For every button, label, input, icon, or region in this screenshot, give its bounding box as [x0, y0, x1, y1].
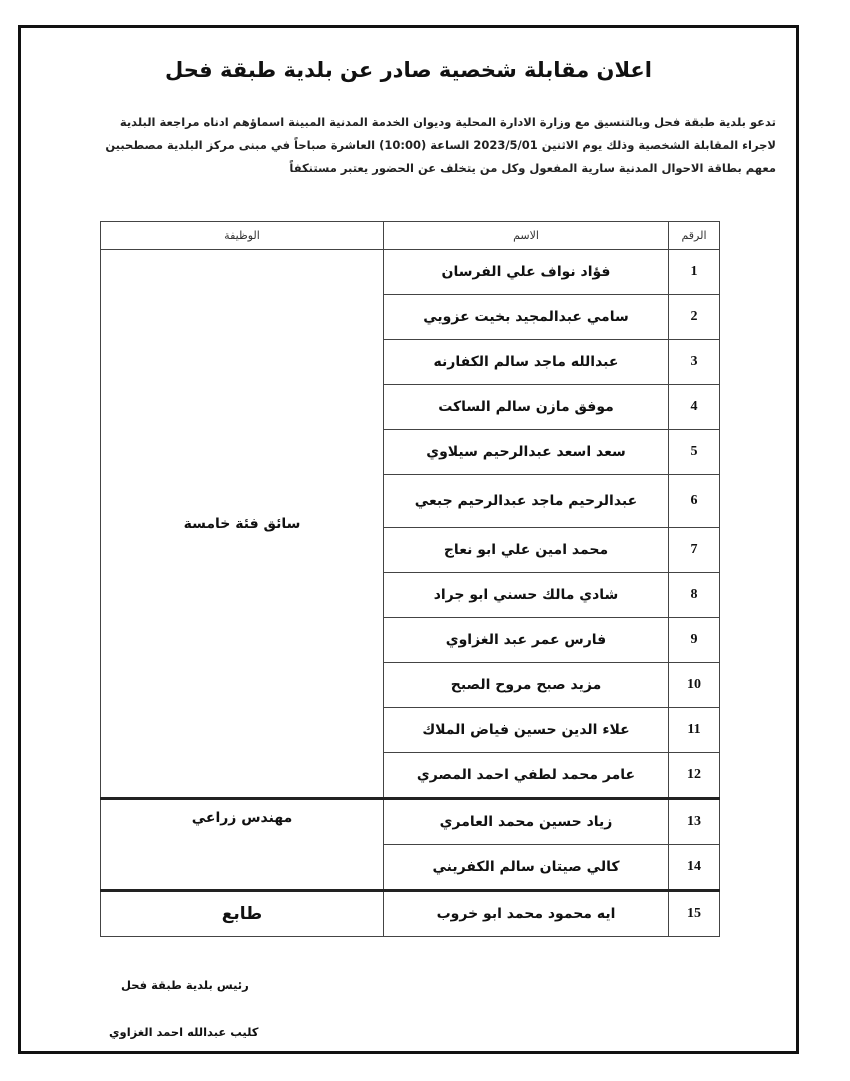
row-number: 5	[669, 430, 720, 475]
row-name: عبدالرحيم ماجد عبدالرحيم جبعي	[384, 475, 669, 528]
row-name: موفق مازن سالم الساكت	[384, 385, 669, 430]
row-name: ايه محمود محمد ابو خروب	[384, 891, 669, 937]
row-name: عامر محمد لطفي احمد المصري	[384, 753, 669, 799]
row-number: 6	[669, 475, 720, 528]
row-name: علاء الدين حسين فياض الملاك	[384, 708, 669, 753]
header-number: الرقم	[669, 222, 720, 250]
document-title: اعلان مقابلة شخصية صادر عن بلدية طبقة فحل	[165, 58, 652, 82]
row-name: شادي مالك حسني ابو جراد	[384, 573, 669, 618]
row-number: 3	[669, 340, 720, 385]
signature-position: رئيس بلدية طبقة فحل	[121, 978, 249, 992]
row-number: 12	[669, 753, 720, 799]
row-number: 8	[669, 573, 720, 618]
row-name: سعد اسعد عبدالرحيم سيلاوي	[384, 430, 669, 475]
row-number: 15	[669, 891, 720, 937]
row-number: 2	[669, 295, 720, 340]
row-number: 1	[669, 250, 720, 295]
header-job: الوظيفة	[101, 222, 384, 250]
document-frame	[18, 25, 799, 1054]
row-name: سامي عبدالمجيد بخيت عزويي	[384, 295, 669, 340]
row-name: فؤاد نواف علي الفرسان	[384, 250, 669, 295]
row-name: عبدالله ماجد سالم الكفارنه	[384, 340, 669, 385]
row-number: 10	[669, 663, 720, 708]
row-name: زياد حسين محمد العامري	[384, 799, 669, 845]
row-number: 14	[669, 845, 720, 891]
row-job: مهندس زراعي	[101, 799, 384, 891]
row-number: 7	[669, 528, 720, 573]
row-number: 11	[669, 708, 720, 753]
row-name: مزيد صبح مروح الصبح	[384, 663, 669, 708]
row-number: 9	[669, 618, 720, 663]
row-job: سائق فئة خامسة	[101, 250, 384, 799]
row-job: طابع	[101, 891, 384, 937]
row-name: فارس عمر عبد الغزاوي	[384, 618, 669, 663]
header-name: الاسم	[384, 222, 669, 250]
intro-paragraph: تدعو بلدية طبقة فحل وبالتنسيق مع وزارة الادارة المحلية وديوان الخدمة المدنية المبينة اسماؤهم ادناه مراجعة البلدية لاجراء المقابلة الشخصية وذلك يوم الاثنين 2023/5/01 الساعة (10:00) العاشرة صباحاً في مبنى مركز البلدية مصطحبين معهم بطاقة الاحوال المدنية سارية المفعول وكل من يتخلف عن الحضور يعتبر مستنكفاً	[105, 115, 776, 175]
candidates-table	[100, 221, 720, 937]
table-row	[101, 799, 720, 845]
row-number: 13	[669, 799, 720, 845]
table-header-row	[101, 222, 720, 250]
table-row	[101, 891, 720, 937]
table-row	[101, 250, 720, 295]
row-name: محمد امين علي ابو نعاج	[384, 528, 669, 573]
row-number: 4	[669, 385, 720, 430]
signature-name: كليب عبدالله احمد الغزاوي	[109, 1025, 259, 1039]
row-name: كالي صيتان سالم الكفريني	[384, 845, 669, 891]
